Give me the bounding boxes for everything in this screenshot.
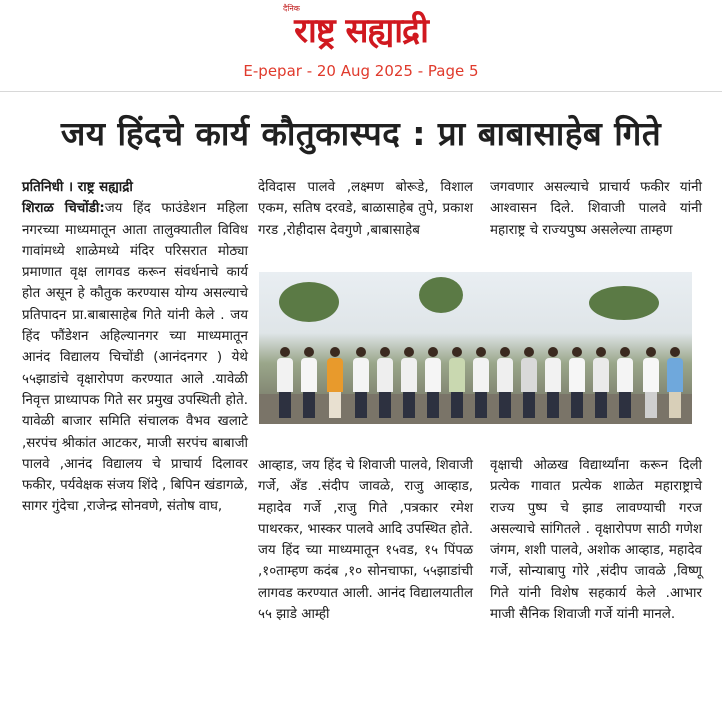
tree: [589, 286, 659, 320]
person: [497, 347, 513, 418]
person: [401, 347, 417, 418]
person: [667, 347, 683, 418]
article-column-3-top: जगवणार असल्याचे प्राचार्य फकीर यांनी आश्वासन दिले. शिवाजी पालवे यांनी महाराष्ट्र चे राज्यपुष्प असलेल्या ताम्हण: [490, 180, 702, 238]
person: [545, 347, 561, 418]
byline: प्रतिनिधी । राष्ट्र सह्याद्री: [22, 180, 133, 195]
person: [377, 347, 393, 418]
person: [449, 347, 465, 418]
person: [277, 347, 293, 418]
tree: [279, 282, 339, 322]
divider: [0, 91, 722, 92]
person: [617, 347, 633, 418]
article-column-3-bottom: वृक्षाची ओळख विद्यार्थ्यांना करून दिली प्रत्येक गावात प्रत्येक शाळेत महाराष्ट्राचे राज्य पुष्प चे झाड लावण्याची गरज असल्याचे सांगितले . वृक्षारोपण साठी गणेश जंगम, शशी पालवे, अशोक आव्हाड, महादेव गर्जे, सोन्याबापु गोरे ,संदीप जावळे ,विष्णू गिते यांनी विशेष सहकार्य केले .आभार माजी सैनिक शिवाजी गर्जे यांनी मानले.: [490, 458, 702, 623]
dateline: शिराळ चिचोंडी:: [22, 201, 105, 217]
article-column-2-top: देविदास पालवे ,लक्ष्मण बोरूडे, विशाल एकम, सतिष दरवडे, बाळासाहेब तुपे, प्रकाश गरड ,रोहीदास देवगुणे ,बाबासाहेब: [258, 180, 473, 238]
person: [301, 347, 317, 418]
article-headline: जय हिंदचे कार्य कौतुकास्पद : प्रा बाबासाहेब गिते: [60, 114, 662, 153]
article-column-1: [22, 177, 248, 518]
person: [521, 347, 537, 418]
person: [353, 347, 369, 418]
person: [425, 347, 441, 418]
tree-plantation-photo: [259, 272, 692, 424]
column-1-text: जय हिंद फाउंडेशन महिला नगरच्या माध्यमातून आता तालुक्यातील विविध गावांमध्ये शाळेमध्ये मंदिर परिसरात मोठ्या प्रमाणात वृक्ष लागवड करून संवर्धनाचे कार्य होत असून हे कौतुक करण्यास योग्य असल्याचे प्रतिपादन प्रा.बाबासाहेब गिते यांनी केले . जय हिंद फौंडेशन अहिल्यानगर च्या माध्यमातून आनंद विद्यालय चिचोंडी (आनंदनगर ) येथे ५५झाडांचे वृक्षारोपण करण्यात आले .यावेळी निवृत्त प्राध्यापक गिते सर प्रमुख उपस्थिती होते. यावेळी बाजार समिति संचालक वैभव खलाटे ,सरपंच श्रीकांत आटकर, माजी सरपंच बाबाजी पालवे ,आनंद विद्यालय चे प्राचार्य दिलावर फकीर, पर्यवेक्षक संजय शिंदे , बिपिन खंडागळे, सागर गुंदेचा ,राजेन्द्र सोनवणे, संतोष वाघ,: [22, 201, 248, 515]
masthead-dainik: दैनिक: [283, 4, 300, 13]
person: [569, 347, 585, 418]
masthead: [0, 0, 722, 58]
person: [643, 347, 659, 418]
edition-line: E-pepar - 20 Aug 2025 - Page 5: [243, 62, 479, 80]
person: [473, 347, 489, 418]
article-column-2-bottom: आव्हाड, जय हिंद चे शिवाजी पालवे, शिवाजी गर्जे, अँड .संदीप जावळे, राजु आव्हाड, महादेव गर्जे ,राजु गिते ,पत्रकार रमेश पाथरकर, भास्कर पालवे आदि उपस्थित होते. जय हिंद च्या माध्यमातून १५वड, १५ पिंपळ ,१०ताम्हण कदंब ,१० सोनचाफा, ५५झाडांची लागवड करण्यात आली. आनंद विद्यालयातील ५५ झाडे आम्ही: [258, 458, 473, 623]
newspaper-logo: राष्ट्र सह्याद्री: [294, 11, 428, 51]
tree: [419, 277, 463, 313]
person: [593, 347, 609, 418]
person: [327, 347, 343, 418]
